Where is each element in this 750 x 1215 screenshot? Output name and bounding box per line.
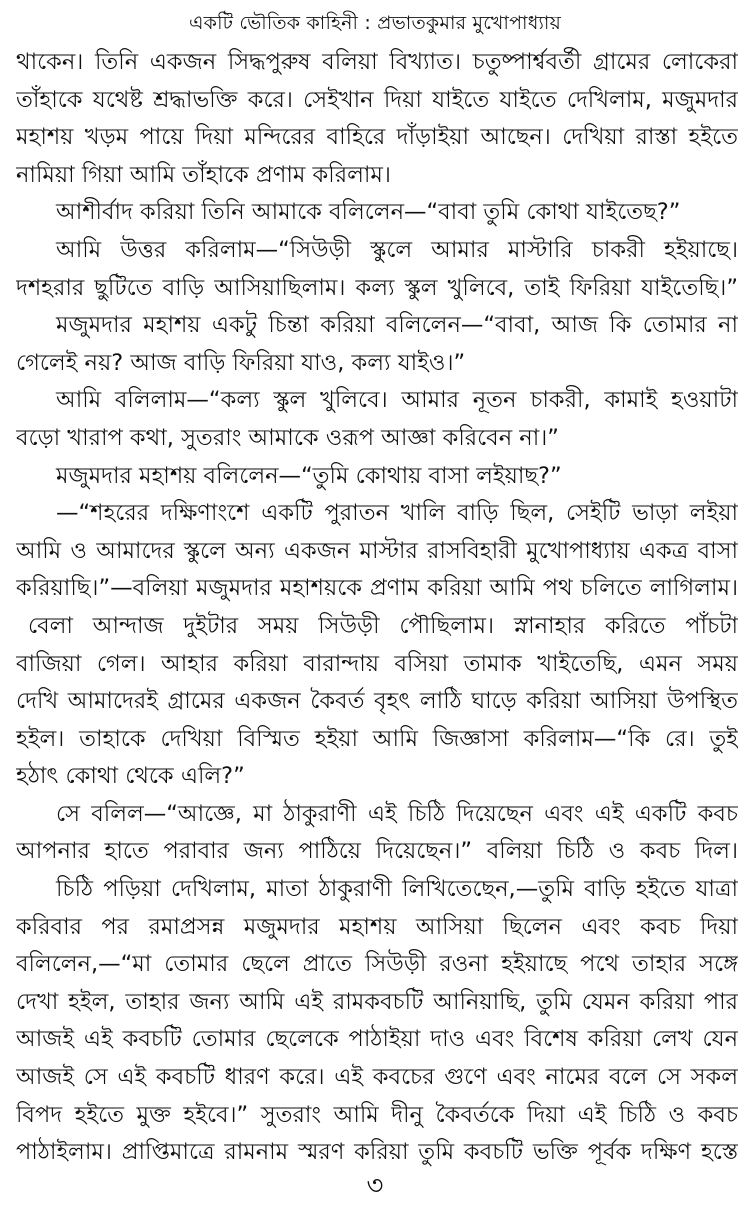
text-line: আমি বলিলাম—“কল্য স্কুল খুলিবে। আমার নূতন চাকরী, কামাই হওয়াটা bbox=[56, 387, 738, 414]
text-line: আজই এই কবচটি তোমার ছেলেকে পাঠাইয়া দাও এবং বিশেষ করিয়া লেখ যেন bbox=[16, 1026, 738, 1053]
text-line: দশহরার ছুটিতে বাড়ি আসিয়াছিলাম। কল্য স্কুল খুলিবে, তাই ফিরিয়া যাইতেছি।” bbox=[16, 274, 738, 301]
body-text bbox=[16, 44, 738, 1172]
running-header: একটি ভৌতিক কাহিনী : প্রভাতকুমার মুখোপাধ্যায় bbox=[189, 12, 561, 34]
text-line: আজই সে এই কবচটি ধারণ করে। এই কবচের গুণে এবং নামের বলে সে সকল bbox=[16, 1064, 738, 1091]
text-line: —“শহরের দক্ষিণাংশে একটি পুরাতন খালি বাড়ি ছিল, সেইটি ভাড়া লইয়া bbox=[56, 500, 738, 527]
text-line: হঠাৎ কোথা থেকে এলি?” bbox=[16, 763, 245, 790]
text-line: মহাশয় খড়ম পায়ে দিয়া মন্দিরের বাহিরে দাঁড়াইয়া আছেন। দেখিয়া রাস্তা হইতে bbox=[16, 124, 738, 151]
text-line: দেখি আমাদেরই গ্রামের একজন কৈবর্ত বৃহৎ লাঠি ঘাড়ে করিয়া আসিয়া উপস্থিত bbox=[16, 688, 738, 715]
text-line: নামিয়া গিয়া আমি তাঁহাকে প্রণাম করিলাম। bbox=[16, 161, 391, 188]
text-line: বেলা আন্দাজ দুইটার সময় সিউড়ী পৌছিলাম। স্নানাহার করিতে পাঁচটা bbox=[28, 612, 738, 639]
text-line: চিঠি পড়িয়া দেখিলাম, মাতা ঠাকুরাণী লিখিতেছেন,—তুমি বাড়ি হইতে যাত্রা bbox=[56, 876, 738, 903]
text-line: বড়ো খারাপ কথা, সুতরাং আমাকে ওরূপ আজ্ঞা করিবেন না।” bbox=[16, 424, 559, 451]
text-line: সে বলিল—“আজ্ঞে, মা ঠাকুরাণী এই চিঠি দিয়েছেন এবং এই একটি কবচ bbox=[56, 800, 738, 827]
text-line: করিয়াছি।”—বলিয়া মজুমদার মহাশয়কে প্রণাম করিয়া আমি পথ চলিতে লাগিলাম। bbox=[16, 575, 738, 602]
text-line: আমি ও আমাদের স্কুলে অন্য একজন মাস্টার রাসবিহারী মুখোপাধ্যায় একত্র বাসা bbox=[16, 537, 738, 564]
text-line: পাঠাইলাম। প্রাপ্তিমাত্রে রামনাম স্মরণ করিয়া তুমি কবচটি ভক্তি পূর্বক দক্ষিণ হস্তে bbox=[16, 1139, 738, 1166]
text-line: দেখা হইল, তাহার জন্য আমি এই রামকবচটি আনিয়াছি, তুমি যেমন করিয়া পার bbox=[16, 988, 738, 1015]
text-line: মজুমদার মহাশয় বলিলেন—“তুমি কোথায় বাসা লইয়াছ?” bbox=[56, 462, 562, 489]
text-line: বিপদ হইতে মুক্ত হইবে।” সুতরাং আমি দীনু কৈবর্তকে দিয়া এই চিঠি ও কবচ bbox=[16, 1101, 738, 1128]
text-line: আমি উত্তর করিলাম—“সিউড়ী স্কুলে আমার মাস্টারি চাকরী হইয়াছে। bbox=[56, 236, 738, 263]
text-line: তাঁহাকে যথেষ্ট শ্রদ্ধাভক্তি করে। সেইখান দিয়া যাইতে যাইতে দেখিলাম, মজুমদার bbox=[16, 86, 738, 113]
text-line: আশীর্বাদ করিয়া তিনি আমাকে বলিলেন—“বাবা তুমি কোথা যাইতেছ?” bbox=[56, 199, 681, 226]
page-number: ৩ bbox=[366, 1171, 384, 1201]
text-line: করিবার পর রমাপ্রসন্ন মজুমদার মহাশয় আসিয়া ছিলেন এবং কবচ দিয়া bbox=[16, 913, 738, 940]
text-line: হইল। তাহাকে দেখিয়া বিস্মিত হইয়া আমি জিজ্ঞাসা করিলাম—“কি রে। তুই bbox=[16, 725, 738, 752]
text-line: মজুমদার মহাশয় একটু চিন্তা করিয়া বলিলেন—“বাবা, আজ কি তোমার না bbox=[56, 312, 738, 339]
text-line: বলিলেন,—“মা তোমার ছেলে প্রাতে সিউড়ী রওনা হইয়াছে পথে তাহার সঙ্গে bbox=[16, 951, 738, 978]
text-line: বাজিয়া গেল। আহার করিয়া বারান্দায় বসিয়া তামাক খাইতেছি, এমন সময় bbox=[16, 650, 738, 677]
text-line: গেলেই নয়? আজ বাড়ি ফিরিয়া যাও, কল্য যাইও।” bbox=[16, 349, 466, 376]
text-line: আপনার হাতে পরাবার জন্য পাঠিয়ে দিয়েছেন।” বলিয়া চিঠি ও কবচ দিল। bbox=[16, 838, 738, 865]
text-line: থাকেন। তিনি একজন সিদ্ধপুরুষ বলিয়া বিখ্যাত। চতুষ্পার্শ্ববর্তী গ্রামের লোকেরা bbox=[16, 49, 738, 75]
